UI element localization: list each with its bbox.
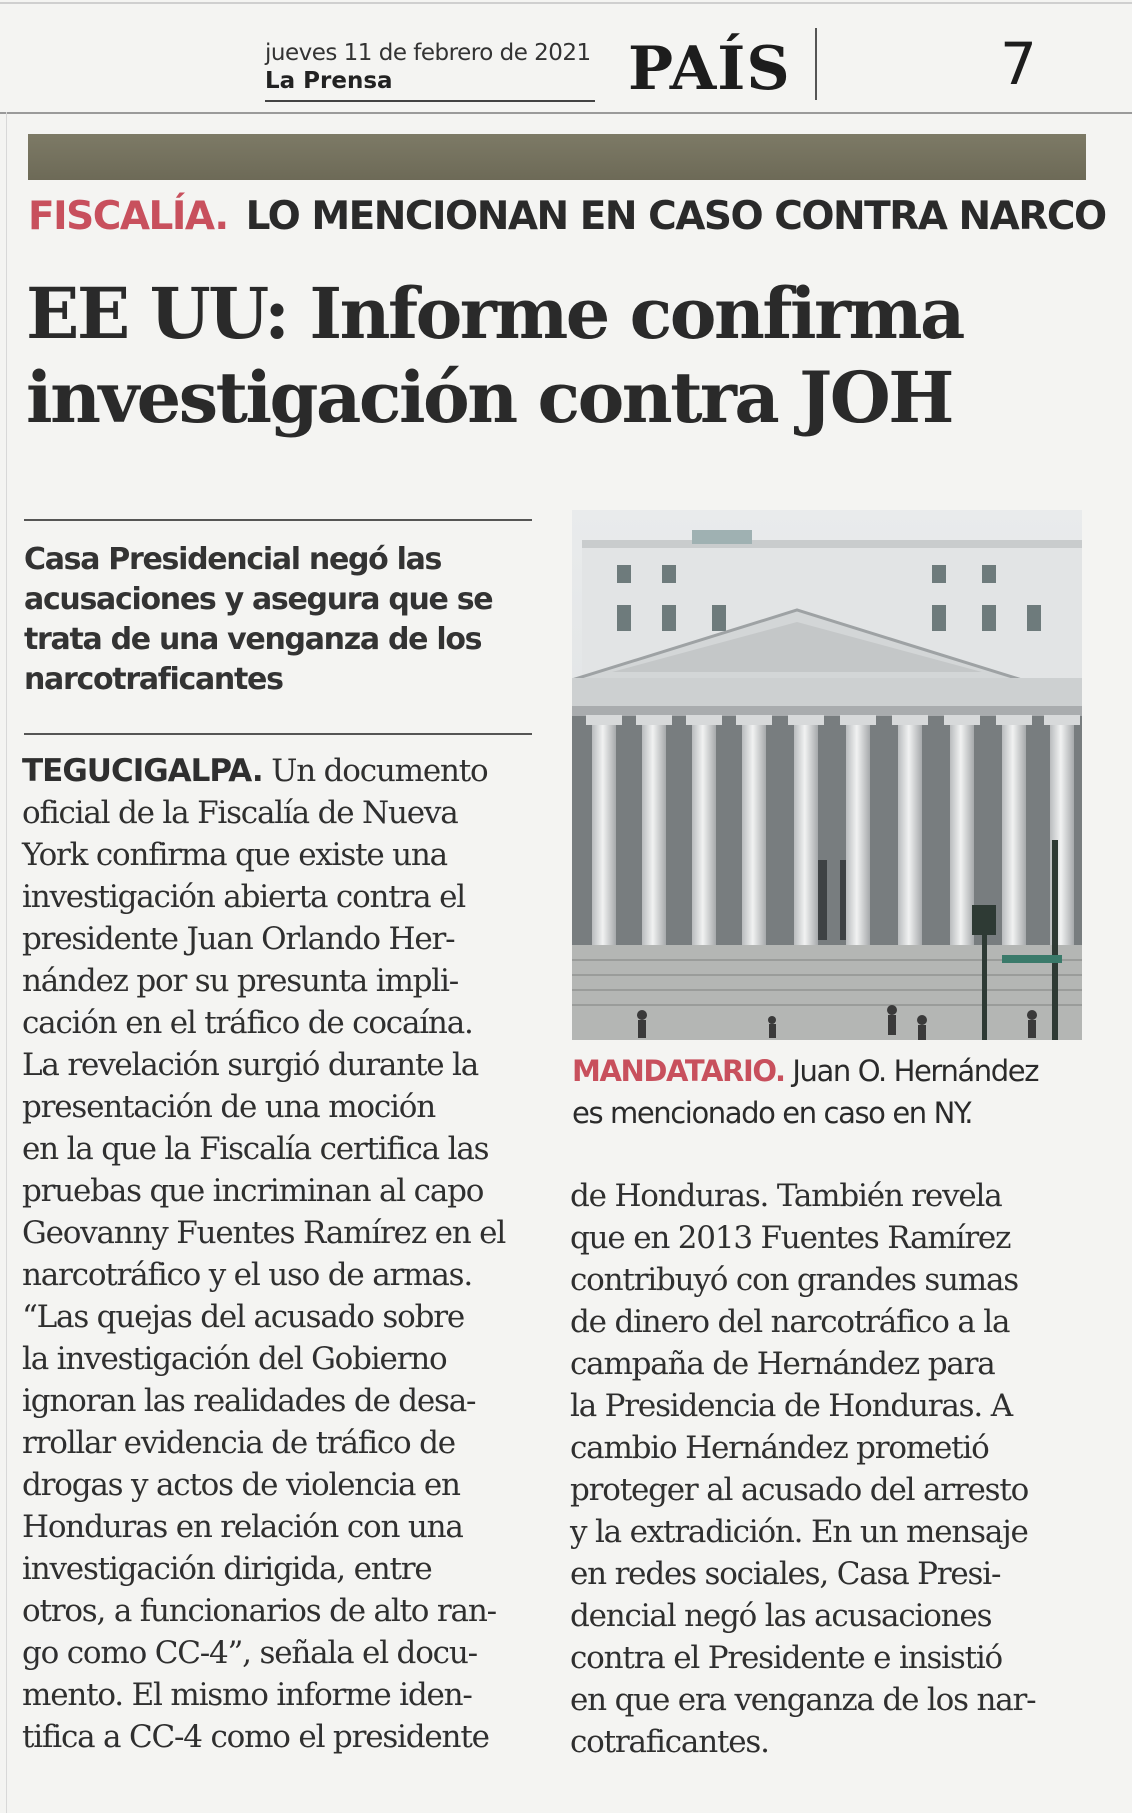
article-line: y la extradición. En un mensaje (570, 1514, 1028, 1550)
kicker (28, 194, 1106, 244)
article-line: oficial de la Fiscalía de Nueva (22, 795, 458, 831)
headline (26, 272, 1086, 452)
article-line: tifica a CC-4 como el presidente (22, 1719, 489, 1755)
article-line: en redes sociales, Casa Presi- (570, 1556, 1001, 1592)
article-line: La revelación surgió durante la (22, 1047, 478, 1083)
masthead-date-block (265, 40, 605, 100)
date-underline (265, 100, 595, 102)
article-line: presentación de una moción (22, 1089, 436, 1125)
article-line: mento. El mismo informe iden- (22, 1677, 472, 1713)
summary-line: acusaciones y asegura que se (24, 582, 493, 617)
left-column-rule (6, 112, 7, 1813)
summary-line: narcotraficantes (24, 662, 283, 697)
summary-bottom-rule (24, 733, 532, 735)
article-line: “Las quejas del acusado sobre (22, 1299, 464, 1335)
article-line: contra el Presidente e insistió (570, 1640, 1003, 1676)
masthead-bottom-rule (0, 112, 1132, 114)
page-number: 7 (1000, 30, 1037, 98)
article-line: presidente Juan Orlando Her- (22, 921, 455, 957)
summary-deck (24, 540, 534, 710)
article-line: ignoran las realidades de desa- (22, 1383, 476, 1419)
caption-text-1: Juan O. Hernández (784, 1054, 1039, 1088)
article-line: proteger al acusado del arresto (570, 1472, 1029, 1508)
article-column-1 (22, 750, 534, 1770)
caption-tag: MANDATARIO. (572, 1054, 785, 1088)
masthead-top-rule (0, 2, 1132, 4)
article-line: contribuyó con grandes sumas (570, 1262, 1018, 1298)
article-line: de dinero del narcotráfico a la (570, 1304, 1010, 1340)
article-line: narcotráfico y el uso de armas. (22, 1257, 472, 1293)
summary-top-rule (24, 519, 532, 521)
section-divider (815, 28, 817, 100)
courthouse-photo (572, 510, 1082, 1040)
article-line: nández por su presunta impli- (22, 963, 458, 999)
headline-line-1: EE UU: Informe confirma (26, 272, 963, 355)
newspaper-name: La Prensa (265, 68, 393, 94)
article-first-text: Un documento (262, 753, 488, 789)
article-line: York confirma que existe una (22, 837, 447, 873)
article-line: cambio Hernández prometió (570, 1430, 989, 1466)
article-line: de Honduras. También revela (570, 1178, 1002, 1214)
article-column-2 (570, 1175, 1080, 1775)
section-title: PAÍS (628, 34, 791, 104)
article-line: Geovanny Fuentes Ramírez en el (22, 1215, 506, 1251)
article-line: en que era venganza de los nar- (570, 1682, 1036, 1718)
header-band (28, 134, 1086, 180)
article-line: Honduras en relación con una (22, 1509, 463, 1545)
publication-date: jueves 11 de febrero de 2021 (265, 40, 591, 66)
article-line: investigación abierta contra el (22, 879, 465, 915)
article-line: campaña de Hernández para (570, 1346, 995, 1382)
article-line: otros, a funcionarios de alto ran- (22, 1593, 496, 1629)
courthouse-illustration (572, 510, 1082, 1040)
photo-caption (572, 1050, 1092, 1140)
headline-line-2: investigación contra JOH (26, 356, 952, 439)
article-line: investigación dirigida, entre (22, 1551, 432, 1587)
article-line: drogas y actos de violencia en (22, 1467, 460, 1503)
article-line: la investigación del Gobierno (22, 1341, 447, 1377)
article-line: dencial negó las acusaciones (570, 1598, 992, 1634)
summary-line: trata de una venganza de los (24, 622, 482, 657)
dateline: TEGUCIGALPA. (22, 753, 263, 789)
article-line: en la que la Fiscalía certifica las (22, 1131, 489, 1167)
article-line: rrollar evidencia de tráfico de (22, 1425, 455, 1461)
article-line: pruebas que incriminan al capo (22, 1173, 484, 1209)
kicker-tag: FISCALÍA. (28, 194, 228, 239)
article-line: la Presidencia de Honduras. A (570, 1388, 1012, 1424)
kicker-text: LO MENCIONAN EN CASO CONTRA NARCO (245, 194, 1106, 239)
article-line: cación en el tráfico de cocaína. (22, 1005, 473, 1041)
summary-line: Casa Presidencial negó las (24, 542, 442, 577)
article-line: que en 2013 Fuentes Ramírez (570, 1220, 1011, 1256)
caption-text-2: es mencionado en caso en NY. (572, 1096, 973, 1130)
article-line (22, 750, 534, 792)
article-line: go como CC-4”, señala el docu- (22, 1635, 477, 1671)
article-line: cotraficantes. (570, 1724, 769, 1760)
